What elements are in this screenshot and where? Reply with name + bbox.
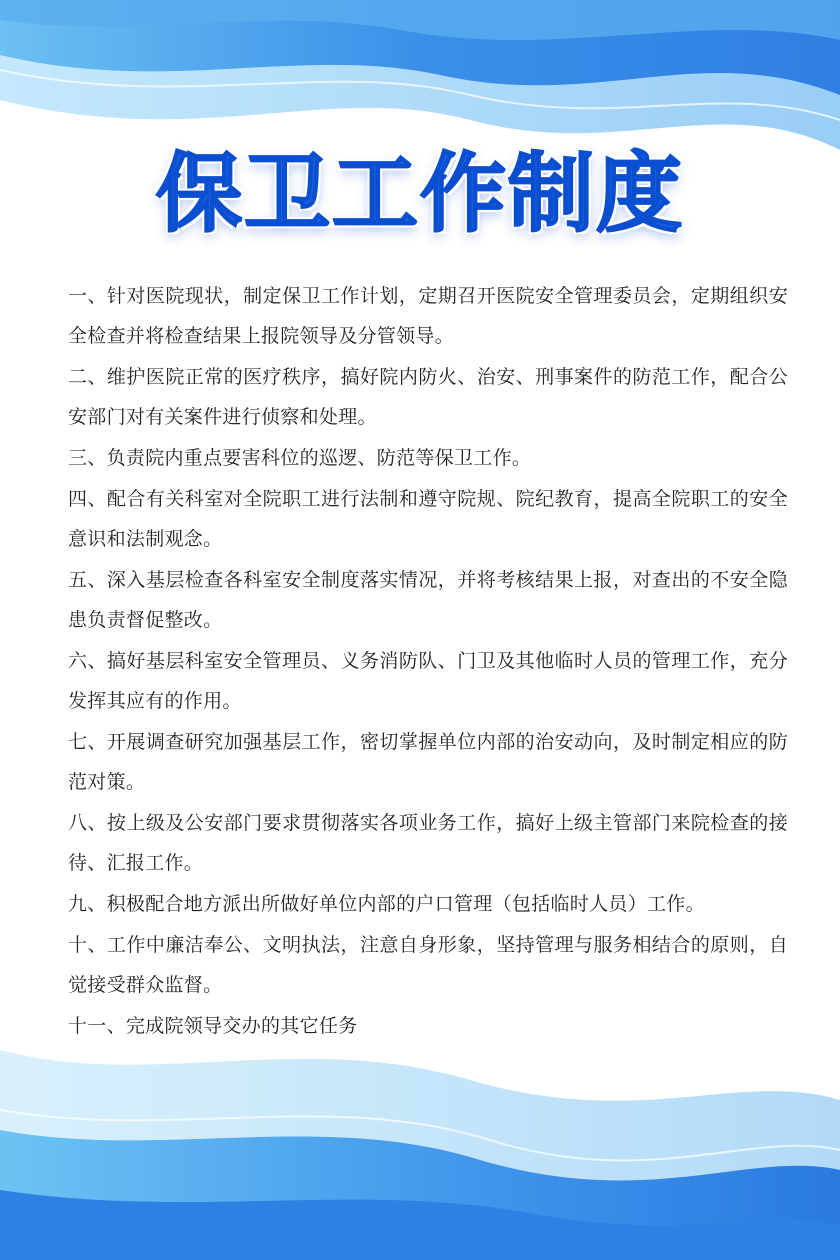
regulation-item-10: 十、工作中廉洁奉公、文明执法，注意自身形象，坚持管理与服务相结合的原则，自觉接受群众监督。 xyxy=(68,934,788,996)
regulation-item-6: 六、搞好基层科室安全管理员、义务消防队、门卫及其他临时人员的管理工作，充分发挥其应有的作用。 xyxy=(68,650,788,712)
regulation-item-7: 七、开展调查研究加强基层工作，密切掌握单位内部的治安动向，及时制定相应的防范对策。 xyxy=(68,731,788,793)
regulation-item-1: 一、针对医院现状，制定保卫工作计划，定期召开医院安全管理委员会，定期组织安全检查并将检查结果上报院领导及分管领导。 xyxy=(68,285,788,347)
regulation-item-8: 八、按上级及公安部门要求贯彻落实各项业务工作，搞好上级主管部门来院检查的接待、汇报工作。 xyxy=(68,812,788,874)
regulation-item-9: 九、积极配合地方派出所做好单位内部的户口管理（包括临时人员）工作。 xyxy=(68,893,705,915)
regulation-item-5: 五、深入基层检查各科室安全制度落实情况，并将考核结果上报，对查出的不安全隐患负责督促整改。 xyxy=(68,569,788,631)
page-title: 保卫工作制度 xyxy=(156,144,684,244)
regulation-item-4: 四、配合有关科室对全院职工进行法制和遵守院规、院纪教育，提高全院职工的安全意识和法制观念。 xyxy=(68,488,788,550)
regulation-list xyxy=(68,276,788,1047)
regulation-item-11: 十一、完成院领导交办的其它任务 xyxy=(68,1015,358,1037)
regulation-item-3: 三、负责院内重点要害科位的巡逻、防范等保卫工作。 xyxy=(68,447,532,469)
regulation-item-2: 二、维护医院正常的医疗秩序，搞好院内防火、治安、刑事案件的防范工作，配合公安部门对有关案件进行侦察和处理。 xyxy=(68,366,788,428)
